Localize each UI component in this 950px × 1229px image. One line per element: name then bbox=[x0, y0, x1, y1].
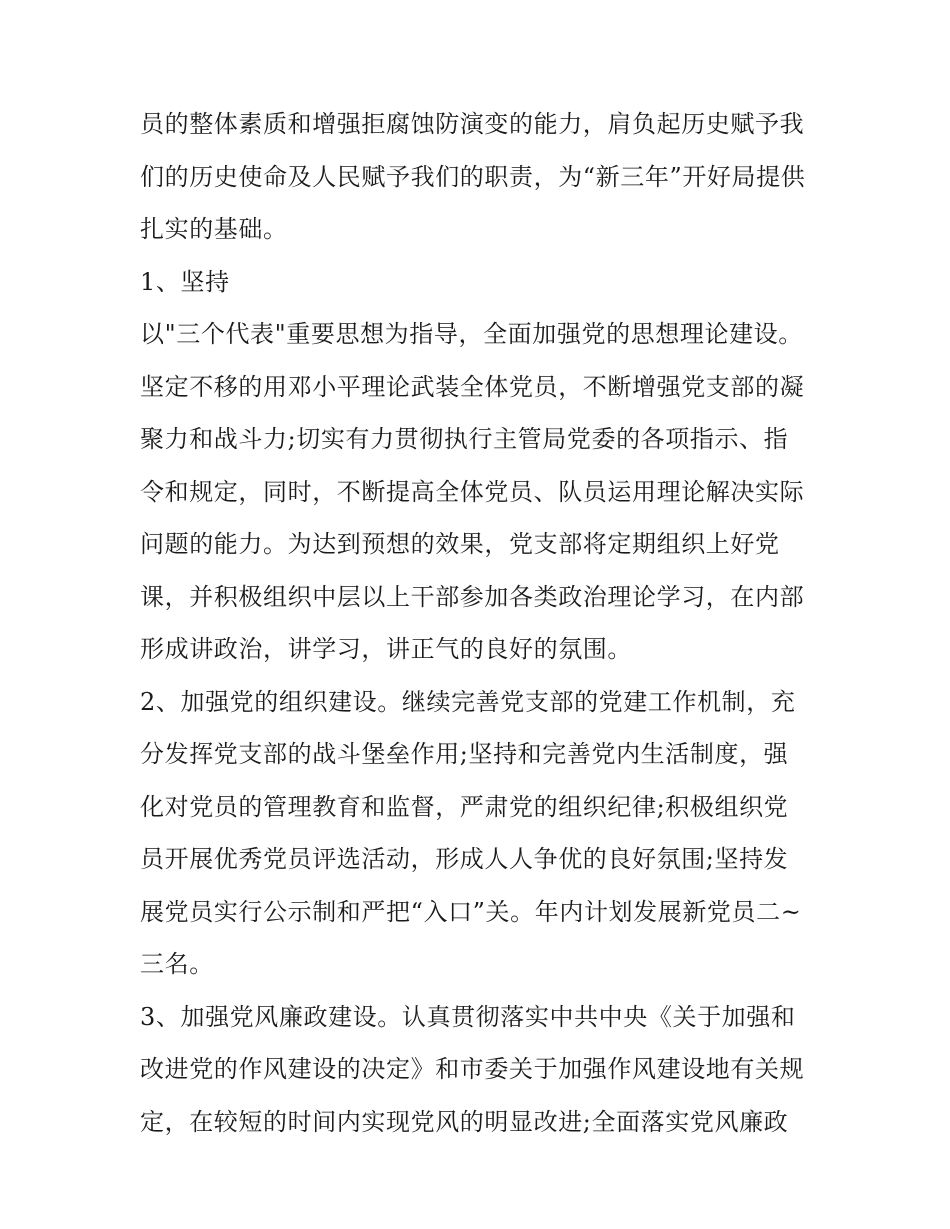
text-line: 展党员实行公示制和严把“入口”关。年内计划发展新党员二~ bbox=[140, 897, 802, 926]
text-line: 定，在较短的时间内实现党风的明显改进;全面落实党风廉政 bbox=[140, 1107, 789, 1136]
document-body bbox=[140, 108, 812, 1158]
text-line: 以"三个代表"重要思想为指导，全面加强党的思想理论建设。 bbox=[140, 320, 803, 348]
text-line: 化对党员的管理教育和监督，严肃党的组织纪律;积极组织党 bbox=[140, 792, 789, 821]
text-line: 聚力和战斗力;切实有力贯彻执行主管局党委的各项指示、指 bbox=[140, 425, 789, 453]
text-line: 分发挥党支部的战斗堡垒作用;坚持和完善党内生活制度，强 bbox=[140, 740, 789, 768]
text-line: 课，并积极组织中层以上干部参加各类政治理论学习，在内部 bbox=[140, 582, 805, 611]
section-heading: 1、坚持 bbox=[140, 267, 230, 296]
text-line: 三名。 bbox=[140, 950, 214, 978]
text-line: 令和规定，同时，不断提高全体党员、队员运用理论解决实际 bbox=[140, 477, 805, 506]
section-heading: 3、加强党风廉政建设。认真贯彻落实中共中央《关于加强和 bbox=[140, 1002, 796, 1031]
text-line: 坚定不移的用邓小平理论武装全体党员，不断增强党支部的凝 bbox=[140, 372, 805, 401]
text-line: 们的历史使命及人民赋予我们的职责，为“新三年”开好局提供 bbox=[140, 162, 806, 191]
text-line: 员开展优秀党员评选活动，形成人人争优的良好氛围;坚持发 bbox=[140, 845, 789, 873]
text-line: 扎实的基础。 bbox=[140, 215, 288, 243]
text-line: 形成讲政治，讲学习，讲正气的良好的氛围。 bbox=[140, 635, 632, 663]
section-heading: 2、加强党的组织建设。继续完善党支部的党建工作机制，充 bbox=[140, 687, 796, 716]
text-line: 员的整体素质和增强拒腐蚀防演变的能力，肩负起历史赋予我 bbox=[140, 110, 805, 138]
text-line: 改进党的作风建设的决定》和市委关于加强作风建设地有关规 bbox=[140, 1055, 805, 1083]
text-line: 问题的能力。为达到预想的效果，党支部将定期组织上好党 bbox=[140, 530, 780, 558]
